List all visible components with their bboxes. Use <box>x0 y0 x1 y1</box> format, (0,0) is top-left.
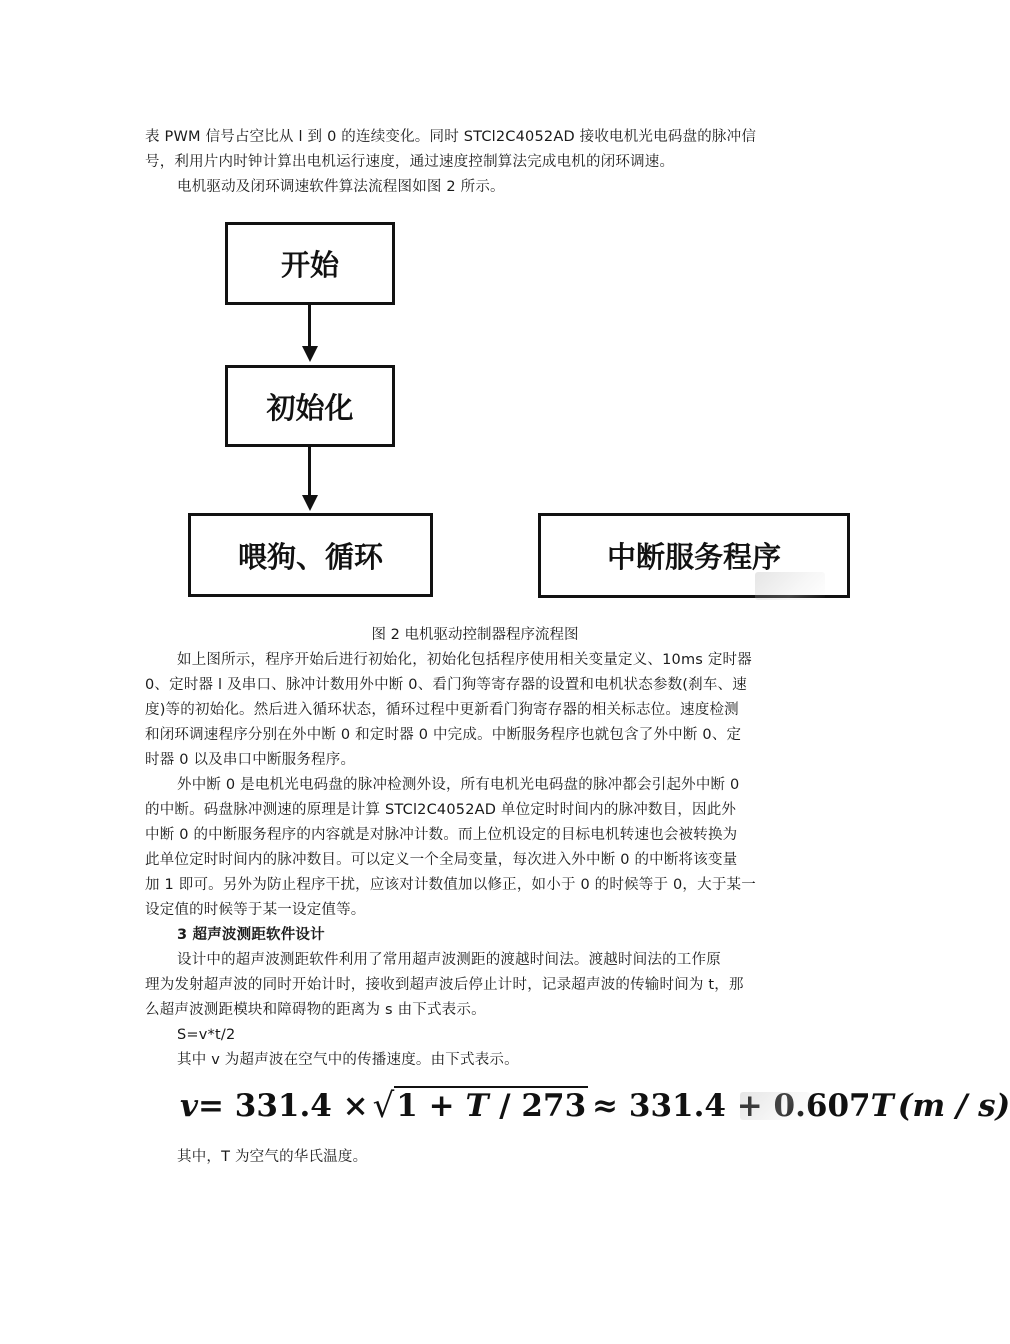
flow-box-isr-label: 中断服务程序 <box>606 540 781 574</box>
radicand-part: 1 + <box>396 1088 466 1124</box>
formula-radicand <box>394 1086 588 1126</box>
watermark-logo <box>755 572 825 600</box>
watermark-logo <box>740 1092 810 1120</box>
paragraph-line: 加 1 即可。另外为防止程序干扰，应该对计数值加以修正，如小于 0 的时候等于 0，大于某一 <box>145 877 756 893</box>
paragraph-line: 外中断 0 是电机光电码盘的脉冲检测外设，所有电机光电码盘的脉冲都会引起外中断 0 <box>177 777 740 793</box>
flow-arrow-start-init <box>308 305 311 350</box>
paragraph-line: 如上图所示，程序开始后进行初始化，初始化包括程序使用相关变量定义、10ms 定时器 <box>177 652 752 668</box>
formula-approx: ≈ 331.4 + 0.607 <box>592 1088 871 1124</box>
arrow-head-icon <box>302 495 318 511</box>
paragraph-line: 中断 0 的中断服务程序的内容就是对脉冲计数。而上位机设定的目标电机转速也会被转换为 <box>145 827 738 843</box>
paragraph-line: 理为发射超声波的同时开始计时，接收到超声波后停止计时，记录超声波的传输时间为 t，那 <box>145 977 744 993</box>
radicand-part: / 273 <box>488 1088 587 1124</box>
flow-box-loop <box>188 513 433 597</box>
paragraph-line: 和闭环调速程序分别在外中断 0 和定时器 0 中完成。中断服务程序也就包含了外中断 0、定 <box>145 727 742 743</box>
equation-inline: S=v*t/2 <box>177 1027 236 1043</box>
paragraph-line: 么超声波测距模块和障碍物的距离为 s 由下式表示。 <box>145 1002 486 1018</box>
arrow-head-icon <box>302 346 318 362</box>
flow-arrow-init-loop <box>308 447 311 497</box>
paragraph-line: 号，利用片内时钟计算出电机运行速度，通过速度控制算法完成电机的闭环调速。 <box>145 154 675 170</box>
formula-T: T <box>870 1088 894 1124</box>
paragraph-line: 其中 v 为超声波在空气中的传播速度。由下式表示。 <box>177 1052 519 1068</box>
formula-eq: = 331.4 × <box>198 1088 369 1124</box>
paragraph-line: 的中断。码盘脉冲测速的原理是计算 STCl2C4052AD 单位定时时间内的脉冲数目，因此外 <box>145 802 737 818</box>
paragraph-line: 此单位定时时间内的脉冲数目。可以定义一个全局变量，每次进入外中断 0 的中断将该变量 <box>145 852 738 868</box>
section-heading: 3 超声波测距软件设计 <box>177 927 325 943</box>
formula-sqrt <box>373 1086 589 1126</box>
paragraph-line: 0、定时器 l 及串口、脉冲计数用外中断 0、看门狗等寄存器的设置和电机状态参数(刹车、速 <box>145 677 747 693</box>
flow-box-start-label: 开始 <box>280 248 339 282</box>
paragraph-line: 表 PWM 信号占空比从 l 到 0 的连续变化。同时 STCl2C4052AD 接收电机光电码盘的脉冲信 <box>145 129 757 145</box>
speed-formula <box>180 1086 1010 1126</box>
flow-box-init-label: 初始化 <box>266 390 354 425</box>
flow-box-start <box>225 222 395 305</box>
paragraph-line: 设计中的超声波测距软件利用了常用超声波测距的渡越时间法。渡越时间法的工作原 <box>177 952 721 968</box>
figure-caption: 图 2 电机驱动控制器程序流程图 <box>371 627 579 643</box>
paragraph-line: 设定值的时候等于某一设定值等。 <box>145 902 366 918</box>
paragraph-line: 电机驱动及闭环调速软件算法流程图如图 2 所示。 <box>177 179 505 195</box>
paragraph-line: 其中，T 为空气的华氏温度。 <box>177 1149 368 1165</box>
paragraph-line: 度)等的初始化。然后进入循环状态，循环过程中更新看门狗寄存器的相关标志位。速度检测 <box>145 702 739 718</box>
sqrt-icon: √ <box>372 1086 395 1126</box>
formula-unit: (m / s) <box>897 1088 1010 1124</box>
flow-box-init <box>225 365 395 447</box>
radicand-T: T <box>465 1088 489 1124</box>
paragraph-line: 时器 0 以及串口中断服务程序。 <box>145 752 356 768</box>
flow-box-loop-label: 喂狗、循环 <box>237 539 383 574</box>
formula-lhs: v <box>180 1088 199 1124</box>
